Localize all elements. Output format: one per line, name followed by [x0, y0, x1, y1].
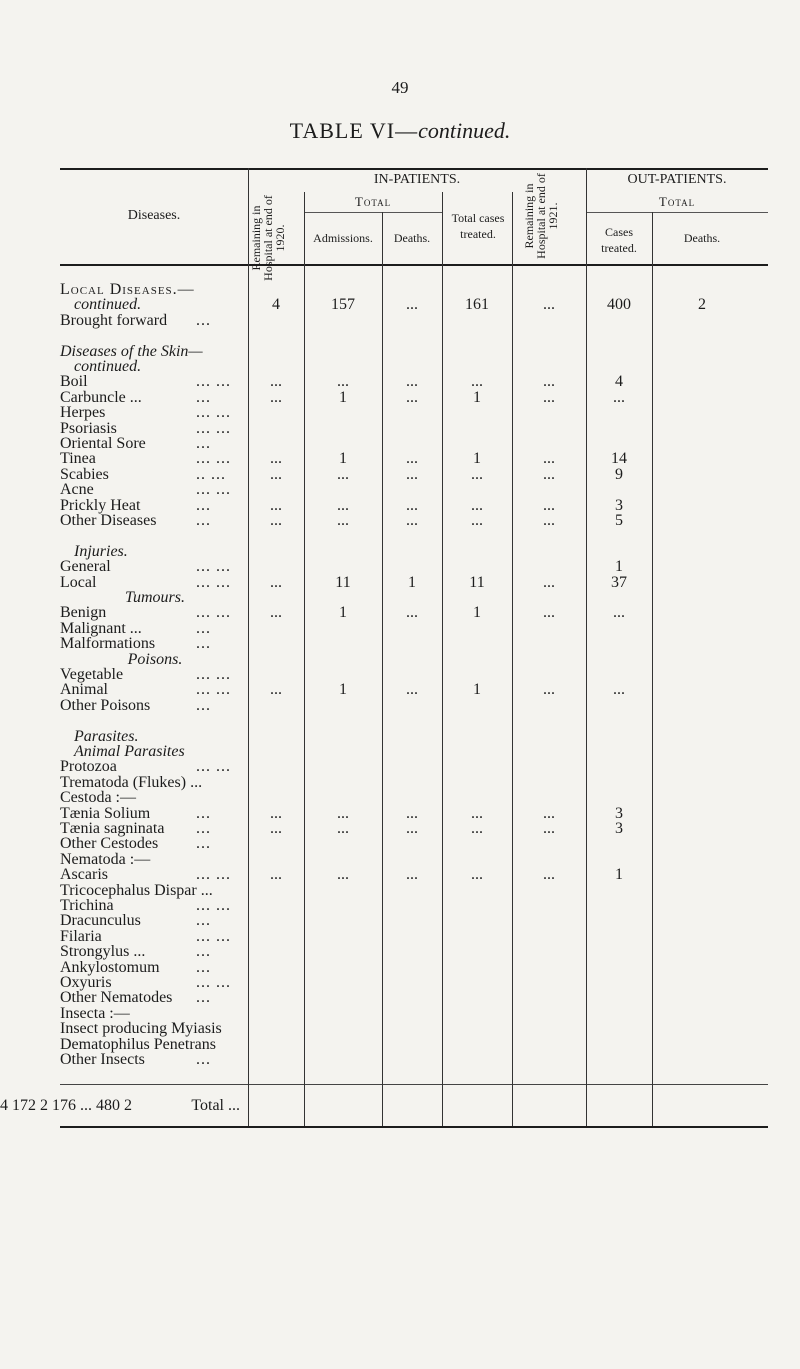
leader-dots: ...: [196, 696, 211, 714]
row-value: ...: [270, 388, 282, 406]
row-value: 4: [615, 373, 623, 391]
row-label: Local Diseases.—: [60, 281, 195, 298]
row-label: Trematoda (Flukes) ...: [60, 773, 203, 791]
leader-dots: ... ...: [196, 573, 231, 591]
row-label: Filaria: [60, 927, 102, 945]
leader-dots: ... ...: [196, 666, 231, 683]
leader-dots: ... ...: [196, 558, 231, 576]
row-value: 14: [611, 450, 627, 468]
header-rule-total: [304, 212, 442, 213]
row-label: Tumours.: [124, 589, 186, 606]
row-label: continued.: [74, 296, 142, 314]
row-label: Cestoda :—: [60, 789, 136, 807]
row-label: Other Insects: [60, 1051, 145, 1068]
row-label: Brought forward: [60, 311, 168, 329]
row-value: 1: [339, 450, 347, 468]
header-rule-out-total: [586, 212, 768, 213]
row-label: Animal: [60, 681, 108, 699]
row-value: ...: [406, 373, 418, 391]
row-value: ...: [270, 866, 282, 884]
row-value: ...: [406, 804, 418, 822]
leader-dots: .. ...: [196, 465, 226, 483]
leader-dots: ...: [196, 835, 211, 853]
leader-dots: ... ...: [196, 604, 231, 622]
row-label: Tricocephalus Dispar ...: [60, 881, 213, 899]
row-value: 11: [469, 573, 485, 591]
header-out-deaths: Deaths.: [683, 231, 721, 245]
leader-dots: ...: [196, 496, 211, 514]
total-value: 4: [0, 1097, 8, 1114]
row-value: ...: [270, 820, 282, 837]
leader-dots: ...: [196, 512, 211, 529]
row-label: Other Cestodes: [60, 835, 159, 853]
row-value: ...: [337, 373, 349, 391]
row-label: General: [60, 558, 111, 576]
row-value: ...: [543, 373, 555, 391]
row-value: ...: [613, 681, 625, 699]
row-label: Herpes: [60, 404, 106, 422]
row-value: ...: [337, 820, 349, 837]
row-value: 400: [607, 296, 631, 314]
row-label: Insect producing Myiasis: [60, 1020, 222, 1038]
row-label: Prickly Heat: [60, 496, 141, 514]
row-value: ...: [613, 604, 625, 622]
row-value: ...: [406, 820, 418, 837]
row-value: ...: [337, 465, 349, 483]
leader-dots: ...: [196, 958, 211, 976]
row-value: ...: [471, 465, 483, 483]
total-value: 2: [124, 1097, 132, 1114]
row-label: Acne: [60, 481, 94, 499]
leader-dots: ... ...: [196, 974, 231, 991]
row-value: ...: [270, 804, 282, 822]
row-value: ...: [471, 804, 483, 822]
leader-dots: ...: [196, 619, 211, 637]
total-value: 176: [52, 1097, 76, 1114]
table-title: TABLE VI—continued.: [289, 118, 511, 143]
row-value: ...: [543, 804, 555, 822]
row-value: 1: [615, 558, 623, 576]
row-value: 1: [615, 866, 623, 884]
leader-dots: ...: [196, 311, 211, 329]
row-value: 2: [698, 296, 706, 314]
row-value: 1: [473, 450, 481, 468]
leader-dots: ... ...: [196, 373, 231, 391]
row-value: ...: [543, 388, 555, 406]
row-label: Trichina: [60, 897, 114, 914]
leader-dots: ... ...: [196, 897, 231, 914]
leader-dots: ... ...: [196, 481, 231, 499]
row-value: 161: [465, 296, 489, 314]
row-value: ...: [613, 388, 625, 406]
row-value: ...: [543, 496, 555, 514]
row-value: ...: [543, 465, 555, 483]
row-value: ...: [406, 866, 418, 884]
row-label: Benign: [60, 604, 107, 622]
leader-dots: ... ...: [196, 927, 231, 945]
row-label: Animal Parasites: [74, 743, 185, 760]
row-value: ...: [543, 604, 555, 622]
row-label: Psoriasis: [60, 419, 117, 437]
row-value: 157: [331, 296, 355, 314]
row-label: Tinea: [60, 450, 96, 468]
row-label: Injuries.: [74, 542, 128, 560]
total-value: ...: [80, 1097, 92, 1114]
leader-dots: ...: [196, 943, 211, 961]
row-value: 3: [615, 496, 623, 514]
row-value: ...: [270, 512, 282, 529]
row-value: ...: [337, 866, 349, 884]
header-diseases: Diseases.: [127, 208, 181, 223]
row-value: ...: [270, 496, 282, 514]
row-value: ...: [471, 866, 483, 884]
row-value: 1: [339, 388, 347, 406]
row-value: ...: [543, 681, 555, 699]
row-label: Oriental Sore: [60, 435, 146, 452]
leader-dots: ...: [196, 1051, 211, 1068]
row-label: Insecta :—: [60, 1004, 130, 1022]
total-value: 172: [12, 1097, 36, 1114]
total-label: Total ...: [191, 1097, 240, 1114]
row-label: Boil: [60, 373, 88, 391]
row-value: 1: [339, 681, 347, 699]
row-value: ...: [406, 681, 418, 699]
top-rule: [60, 168, 768, 170]
leader-dots: ... ...: [196, 404, 231, 422]
leader-dots: ...: [196, 435, 211, 452]
row-label: Vegetable: [60, 666, 124, 683]
total-value: 2: [40, 1097, 48, 1114]
row-label: Oxyuris: [60, 974, 112, 991]
row-label: Diseases of the Skin—: [60, 342, 203, 360]
row-value: 1: [339, 604, 347, 622]
header-remaining-1921: Remaining in Hospital at end of 1921.: [522, 173, 560, 259]
total-top-rule: [60, 1084, 768, 1085]
row-value: ...: [337, 804, 349, 822]
row-label: Nematoda :—: [60, 850, 151, 868]
row-label: Dracunculus: [60, 912, 141, 930]
total-row: [0, 1094, 800, 1118]
row-value: ...: [543, 296, 555, 314]
header-in-patients: IN-PATIENTS.: [373, 172, 461, 187]
row-label: Protozoa: [60, 758, 117, 776]
row-value: ...: [406, 512, 418, 529]
leader-dots: ...: [196, 388, 211, 406]
table-title-suffix: continued.: [418, 118, 511, 143]
leader-dots: ... ...: [196, 681, 231, 699]
row-value: ...: [543, 450, 555, 468]
row-value: ...: [471, 496, 483, 514]
row-value: ...: [270, 450, 282, 468]
header-deaths: Deaths.: [393, 231, 431, 245]
row-value: ...: [406, 296, 418, 314]
row-label: Malformations: [60, 635, 156, 653]
row-label: Other Poisons: [60, 696, 151, 714]
bottom-rule: [60, 1126, 768, 1128]
leader-dots: ...: [196, 635, 211, 653]
total-value: 480: [96, 1097, 120, 1114]
leader-dots: ...: [196, 912, 211, 930]
leader-dots: ...: [196, 804, 211, 822]
row-value: ...: [337, 496, 349, 514]
row-value: ...: [270, 573, 282, 591]
row-label: Scabies: [60, 465, 109, 483]
table-title-main: TABLE VI: [289, 118, 396, 143]
row-value: 3: [615, 804, 623, 822]
row-value: ...: [471, 373, 483, 391]
row-value: 4: [272, 296, 280, 314]
row-label: Local: [60, 573, 97, 591]
header-out-patients: OUT-PATIENTS.: [627, 172, 727, 187]
leader-dots: ... ...: [196, 419, 231, 437]
table-row: [0, 1050, 800, 1070]
row-value: ...: [270, 373, 282, 391]
row-value: ...: [543, 820, 555, 837]
disease-table: [0, 168, 800, 1268]
row-value: ...: [406, 450, 418, 468]
header-out-total: Total: [658, 194, 696, 209]
row-label: Malignant ...: [60, 619, 142, 637]
row-label: Tænia sagninata: [60, 820, 165, 837]
header-bottom-rule: [60, 264, 768, 266]
row-value: ...: [471, 512, 483, 529]
row-value: ...: [270, 681, 282, 699]
leader-dots: ... ...: [196, 866, 231, 884]
row-value: ...: [406, 496, 418, 514]
row-value: ...: [270, 604, 282, 622]
row-value: 1: [473, 604, 481, 622]
row-value: 1: [473, 388, 481, 406]
row-label: Tænia Solium: [60, 804, 151, 822]
row-value: ...: [471, 820, 483, 837]
row-value: ...: [337, 512, 349, 529]
leader-dots: ... ...: [196, 450, 231, 468]
row-value: 5: [615, 512, 623, 529]
row-label: Carbuncle ...: [60, 388, 142, 406]
header-cases-treated: Cases treated.: [601, 225, 637, 255]
page-number: 49: [391, 78, 409, 97]
leader-dots: ... ...: [196, 758, 231, 776]
row-value: 11: [335, 573, 351, 591]
row-value: ...: [543, 573, 555, 591]
row-value: ...: [270, 465, 282, 483]
header-total-cases-treated: Total cases treated.: [451, 211, 505, 241]
header-admissions: Admissions.: [313, 231, 373, 245]
leader-dots: ...: [196, 820, 211, 837]
header-total: Total: [354, 194, 392, 209]
row-label: Strongylus ...: [60, 943, 146, 961]
row-value: ...: [543, 512, 555, 529]
row-label: continued.: [74, 358, 142, 375]
row-label: Poisons.: [127, 650, 183, 668]
row-value: 1: [473, 681, 481, 699]
row-label: Parasites.: [74, 727, 139, 745]
header-remaining-1920: Remaining in Hospital at end of 1920.: [249, 195, 287, 281]
row-label: Other Nematodes: [60, 989, 173, 1007]
row-value: 1: [408, 573, 416, 591]
row-value: ...: [406, 465, 418, 483]
row-value: 9: [615, 465, 623, 483]
row-value: ...: [406, 388, 418, 406]
row-label: Dematophilus Penetrans: [60, 1035, 216, 1053]
row-value: ...: [543, 866, 555, 884]
row-label: Ankylostomum: [60, 958, 160, 976]
row-label: Ascaris: [60, 866, 108, 884]
leader-dots: ...: [196, 989, 211, 1007]
row-value: 37: [611, 573, 627, 591]
row-label: Other Diseases: [60, 512, 157, 529]
row-value: 3: [615, 820, 623, 837]
row-value: ...: [406, 604, 418, 622]
